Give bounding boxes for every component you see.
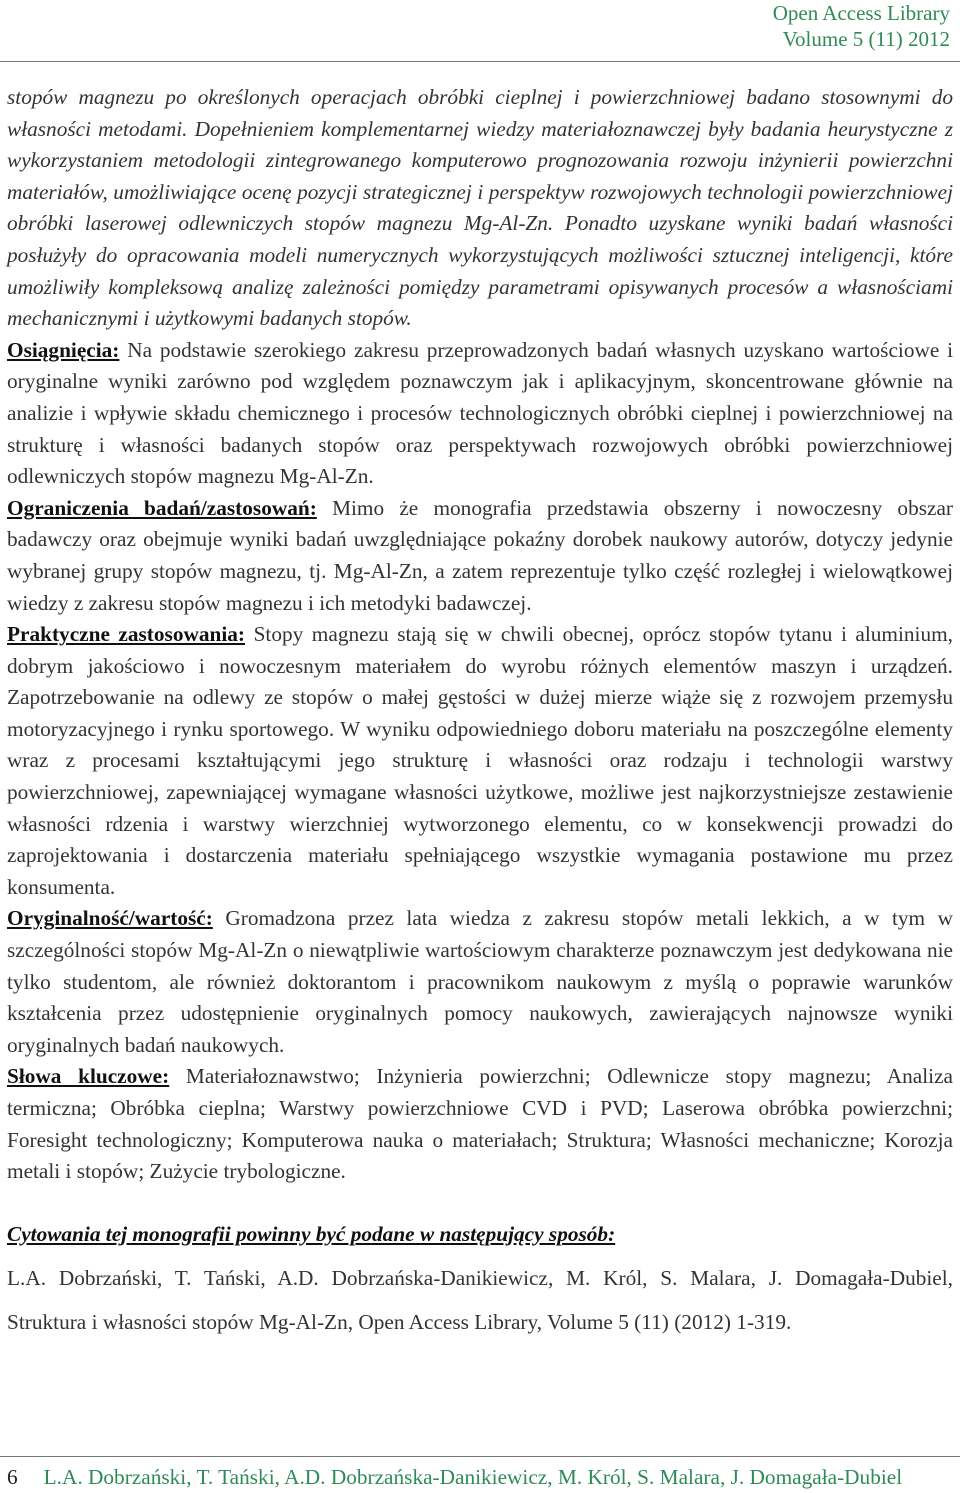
- page-footer: [7, 1464, 902, 1490]
- achievements-section: [7, 335, 953, 493]
- citation-heading: Cytowania tej monografii powinny być podane w następujący sposób:: [7, 1221, 616, 1246]
- page-number: 6: [7, 1465, 18, 1489]
- keywords-section: [7, 1061, 953, 1187]
- footer-authors: L.A. Dobrzański, T. Tański, A.D. Dobrzańska-Danikiewicz, M. Król, S. Malara, J. Domagała-Dubiel: [43, 1465, 903, 1489]
- abstract-paragraph: stopów magnezu po określonych operacjach obróbki cieplnej i powierzchniowej badano stosownymi do własności metodami. Dopełnieniem komplementarnej wiedzy materiałoznawczej były badania heurystyczne z wykorzystaniem metodologii zintegrowanego komputerowo prognozowania rozwoju inżynierii powierzchni materiałów, umożliwiające ocenę pozycji strategicznej i perspektyw rozwojowych technologii powierzchniowej obróbki laserowej odlewniczych stopów magnezu Mg-Al-Zn. Ponadto uzyskane wyniki badań własności posłużyły do opracowania modeli numerycznych wykorzystujących możliwości sztucznej inteligencji, które umożliwiły kompleksową analizę zależności pomiędzy parametrami opisywanych procesów a własnościami mechanicznymi i użytkowymi badanych stopów.: [7, 85, 953, 331]
- originality-section: [7, 903, 953, 1061]
- header-journal: Open Access Library: [772, 1, 950, 25]
- header-rule: [0, 61, 960, 62]
- achievements-text: Na podstawie szerokiego zakresu przeprowadzonych badań własnych uzyskano wartościowe i oryginalne wyniki zarówno pod względem poznawczym jak i aplikacyjnym, skoncentrowane głównie na analizie i wpływie składu chemicznego i procesów technologicznych obróbki cieplnej i powierzchniowej na strukturę i własności badanych stopów oraz perspektywach rozwojowych obróbki powierzchniowej odlewniczych stopów magnezu Mg-Al-Zn.: [7, 337, 954, 489]
- abstract-body: [7, 82, 953, 1344]
- limitations-section: [7, 493, 953, 619]
- keywords-text: Materiałoznawstwo; Inżynieria powierzchni; Odlewnicze stopy magnezu; Analiza termiczna; Obróbka cieplna; Warstwy powierzchniowe CVD i PVD; Laserowa obróbka powierzchni; Foresight technologiczny; Komputerowa nauka o materiałach; Struktura; Własności mechaniczne; Korozja metali i stopów; Zużycie trybologiczne.: [7, 1064, 953, 1184]
- practical-text: Stopy magnezu stają się w chwili obecnej, oprócz stopów tytanu i aluminium, dobrym jakościowo i nowoczesnym materiałem do wyrobu różnych elementów maszyn i urządzeń. Zapotrzebowanie na odlewy ze stopów o małej gęstości w dużej mierze wiąże się z rozwojem przemysłu motoryzacyjnego i rynku sportowego. W wyniku odpowiedniego doboru materiału na poszczególne elementy wraz z procesami kształtującymi jego strukturę i własności oraz rodzaju i technologii warstwy powierzchniowej, zapewniającej wymagane własności użytkowe, możliwe jest najkorzystniejsze zestawienie własności rdzenia i warstwy wierzchniej wytworzonego elementu, co w konsekwencji prowadzi do zaprojektowania i dostarczenia materiału spełniającego wszystkie wymagania postawione mu przez konsumenta.: [7, 622, 953, 899]
- keywords-label: Słowa kluczowe:: [7, 1064, 170, 1089]
- running-header: [773, 0, 950, 52]
- originality-text: Gromadzona przez lata wiedza z zakresu stopów metali lekkich, a w tym w szczególności stopów Mg-Al-Zn o niewątpliwie wartościowym charakterze poznawczym jest dedykowana nie tylko studentom, ale również doktorantom i pracownikom naukowym z myślą o poprawie warunków kształcenia przez udostępnienie oryginalnych pomocy naukowych, zawierających najnowsze wyniki oryginalnych badań naukowych.: [7, 906, 953, 1057]
- header-volume: Volume 5 (11) 2012: [782, 27, 950, 51]
- citation-text: L.A. Dobrzański, T. Tański, A.D. Dobrzańska-Danikiewicz, M. Król, S. Malara, J. Domagała-Dubiel, Struktura i własności stopów Mg-Al-Zn, Open Access Library, Volume 5 (11) (2012) 1-319.: [7, 1266, 953, 1335]
- limitations-text: Mimo że monografia przedstawia obszerny i nowoczesny obszar badawczy oraz obejmuje wyniki badań uwzględniające pokaźny dorobek naukowy autorów, dotyczy jedynie wybranej grupy stopów magnezu, tj. Mg-Al-Zn, a zatem reprezentuje tylko część rozległej i wielowątkowej wiedzy z zakresu stopów magnezu i ich metodyki badawczej.: [7, 495, 954, 615]
- achievements-label: Osiągnięcia:: [7, 337, 120, 362]
- footer-rule: [0, 1456, 960, 1457]
- practical-section: [7, 619, 953, 903]
- limitations-label: Ograniczenia badań/zastosowań:: [7, 495, 317, 520]
- practical-label: Praktyczne zastosowania:: [7, 622, 246, 647]
- originality-label: Oryginalność/wartość:: [7, 906, 213, 931]
